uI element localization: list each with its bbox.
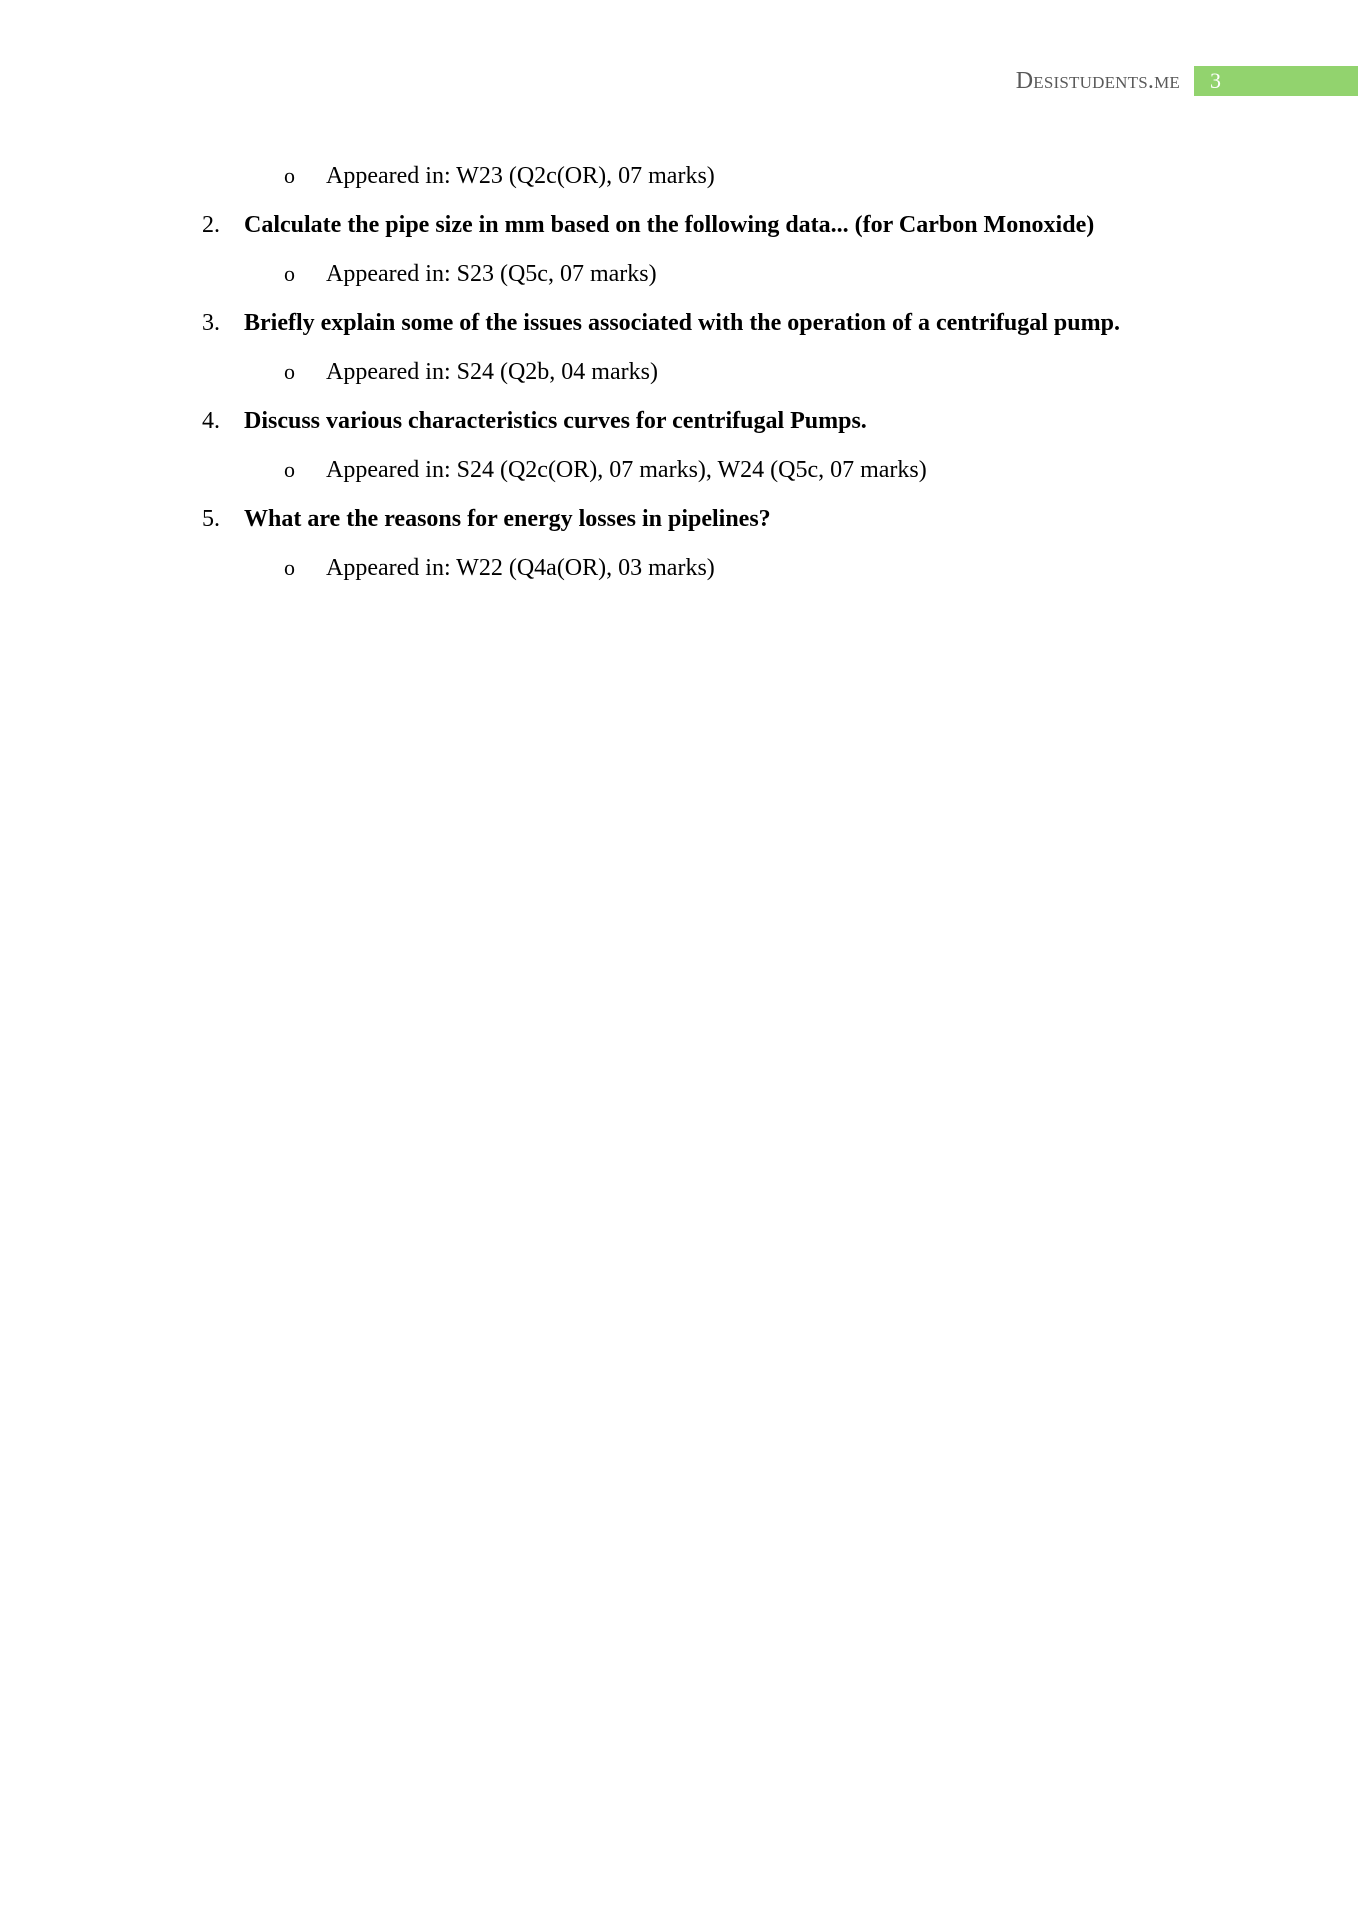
- list-item: [0, 156, 1358, 196]
- question-text: Briefly explain some of the issues associated with the operation of a centrifugal pump.: [244, 310, 1120, 336]
- bullet-icon: o: [284, 457, 295, 482]
- list-item: [0, 499, 1358, 539]
- bullet-icon: o: [284, 261, 295, 286]
- bullet-icon: o: [284, 163, 295, 188]
- site-name: Desistudents.me: [1015, 67, 1180, 94]
- question-number: 3.: [202, 310, 220, 336]
- bullet-icon: o: [284, 555, 295, 580]
- appeared-in-text: Appeared in: S24 (Q2b, 04 marks): [326, 359, 658, 385]
- appeared-in-text: Appeared in: W22 (Q4a(OR), 03 marks): [326, 555, 715, 581]
- list-item: [0, 205, 1358, 245]
- appeared-in-text: Appeared in: S23 (Q5c, 07 marks): [326, 261, 657, 287]
- appeared-in-text: Appeared in: W23 (Q2c(OR), 07 marks): [326, 163, 715, 189]
- list-item: [0, 548, 1358, 588]
- page-number: 3: [1194, 66, 1358, 96]
- list-item: [0, 254, 1358, 294]
- page-header: [1016, 66, 1358, 96]
- list-item: [0, 303, 1358, 343]
- bullet-icon: o: [284, 359, 295, 384]
- question-text: Discuss various characteristics curves for centrifugal Pumps.: [244, 408, 867, 434]
- list-item: [0, 401, 1358, 441]
- question-text: Calculate the pipe size in mm based on the following data... (for Carbon Monoxide): [244, 212, 1095, 238]
- list-item: [0, 450, 1358, 490]
- question-text: What are the reasons for energy losses in pipelines?: [244, 506, 771, 532]
- question-number: 2.: [202, 212, 220, 238]
- question-number: 4.: [202, 408, 220, 434]
- list-item: [0, 352, 1358, 392]
- question-number: 5.: [202, 506, 220, 532]
- appeared-in-text: Appeared in: S24 (Q2c(OR), 07 marks), W24 (Q5c, 07 marks): [326, 457, 927, 483]
